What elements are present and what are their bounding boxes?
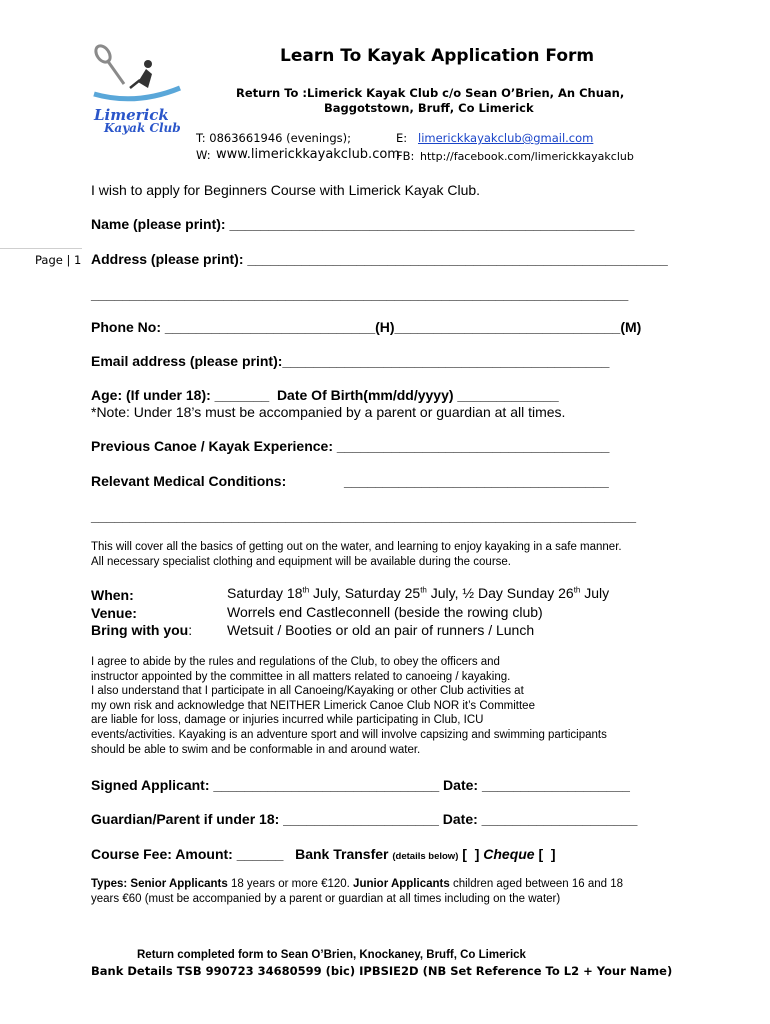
agreement-line: I agree to abide by the rules and regulations of the Club, to obey the officers and: [91, 656, 500, 668]
page-title: Learn To Kayak Application Form: [280, 46, 595, 66]
phone-contact: T: 0863661946 (evenings);: [196, 131, 351, 145]
kayaker-icon: [94, 60, 180, 99]
types-line1: [91, 877, 623, 892]
paddle-icon: [93, 44, 124, 84]
course-desc-line1: This will cover all the basics of getting out on the water, and learning to enjoy kayaking in a safe manner.: [91, 541, 622, 553]
page-margin-rule: [0, 248, 82, 249]
agreement-line: my own risk and acknowledge that NEITHER Limerick Canoe Club NOR it’s Committee: [91, 699, 535, 712]
types-senior: 18 years or more €120.: [227, 878, 354, 890]
types-line2: years €60 (must be accompanied by a parent or guardian at all times including on the water): [91, 893, 561, 905]
footer-bank-details: Bank Details TSB 990723 34680599 (bic) IPBSIE2D (NB Set Reference To L2 + Your Name): [91, 964, 673, 978]
bank-transfer-label: Bank Transfer: [295, 846, 389, 862]
name-field[interactable]: Name (please print): ____________________________________________________: [91, 216, 635, 232]
email-label: E:: [396, 131, 408, 145]
agreement-line: are liable for loss, damage or injuries incurred while participating in Club, ICU: [91, 714, 484, 727]
when-value: [227, 585, 609, 601]
age-dob-field[interactable]: Age: (If under 18): _______ Date Of Birth(mm/dd/yyyy) _____________: [91, 387, 559, 403]
guardian-signature-field[interactable]: Guardian/Parent if under 18: ____________________ Date: ____________________: [91, 811, 638, 827]
types-label: Types: Senior Applicants: [91, 878, 228, 890]
email-link[interactable]: [418, 131, 593, 145]
fee-row: [91, 846, 556, 862]
email-field[interactable]: Email address (please print):__________________________________________: [91, 353, 610, 369]
when-date2: July, Saturday 25: [309, 585, 421, 601]
experience-field[interactable]: Previous Canoe / Kayak Experience: ___________________________________: [91, 438, 610, 454]
web-label: W:: [196, 148, 211, 162]
phone-field[interactable]: Phone No: ___________________________(H)_____________________________(M): [91, 319, 642, 335]
medical-field[interactable]: __________________________________: [344, 473, 609, 489]
when-sup1: th: [302, 585, 310, 595]
when-sup2: th: [420, 585, 427, 595]
return-address-line1: Return To :Limerick Kayak Club c/o Sean O’Brien, An Chuan,: [236, 86, 625, 100]
venue-value: Worrels end Castleconnell (beside the rowing club): [227, 604, 543, 620]
fb-label: FB:: [396, 149, 415, 163]
web-link[interactable]: www.limerickkayakclub.com: [216, 147, 400, 162]
when-label: When:: [91, 587, 134, 603]
bring-label-text: Bring with you: [91, 622, 189, 638]
return-address-line2: Baggotstown, Bruff, Co Limerick: [324, 101, 534, 115]
medical-label: Relevant Medical Conditions:: [91, 473, 287, 489]
bring-value: Wetsuit / Booties or old an pair of runners / Lunch: [227, 622, 535, 638]
course-desc-line2: All necessary specialist clothing and equipment will be available during the course.: [91, 556, 511, 568]
types-junior-label: Junior Applicants: [353, 878, 450, 890]
agreement-line: I also understand that I participate in all Canoeing/Kayaking or other Club activities at: [91, 685, 524, 698]
address-field[interactable]: Address (please print): ______________________________________________________: [91, 251, 668, 267]
intro-text: I wish to apply for Beginners Course with Limerick Kayak Club.: [91, 182, 481, 198]
club-logo: [86, 44, 190, 136]
when-date4: July: [580, 585, 610, 601]
agreement-line: instructor appointed by the committee in all matters related to canoeing / kayaking.: [91, 670, 511, 683]
address-line2-field[interactable]: _____________________________________________________________________: [91, 286, 629, 302]
agreement-line: events/activities. Kayaking is an adventure sport and will involve capsizing and swimming participants: [91, 728, 607, 741]
cheque-label: Cheque: [483, 846, 535, 862]
age-note: *Note: Under 18’s must be accompanied by a parent or guardian at all times.: [91, 404, 566, 420]
footer-return-address: Return completed form to Sean O’Brien, Knockaney, Bruff, Co Limerick: [137, 949, 526, 961]
logo-line2: Kayak Club: [104, 121, 181, 135]
bring-label: [91, 622, 192, 638]
agreement-line: should be able to swim and be conformable in and around water.: [91, 743, 421, 756]
agreement-text: [91, 655, 607, 757]
bank-transfer-checkbox[interactable]: [ ]: [458, 846, 484, 862]
cheque-checkbox[interactable]: [ ]: [534, 846, 556, 862]
bring-colon: :: [188, 622, 193, 638]
fb-link[interactable]: http://facebook.com/limerickkayakclub: [420, 150, 634, 163]
bank-transfer-note: (details below): [392, 851, 459, 862]
fee-amount-field[interactable]: Course Fee: Amount: ______: [91, 846, 284, 862]
types-junior: children aged between 16 and 18: [449, 878, 624, 890]
email-link-text[interactable]: limerickkayakclub@gmail.com: [418, 131, 594, 145]
when-date3: July, ½ Day Sunday 26: [426, 585, 574, 601]
logo-line1: Limerick: [94, 106, 169, 124]
when-sup3: th: [573, 585, 581, 595]
when-date1: Saturday 18: [227, 585, 303, 601]
page-number: Page | 1: [35, 253, 82, 267]
venue-label: Venue:: [91, 605, 137, 621]
applicant-signature-field[interactable]: Signed Applicant: _____________________________ Date: ___________________: [91, 777, 630, 793]
extra-line-field[interactable]: ______________________________________________________________________: [91, 508, 637, 524]
